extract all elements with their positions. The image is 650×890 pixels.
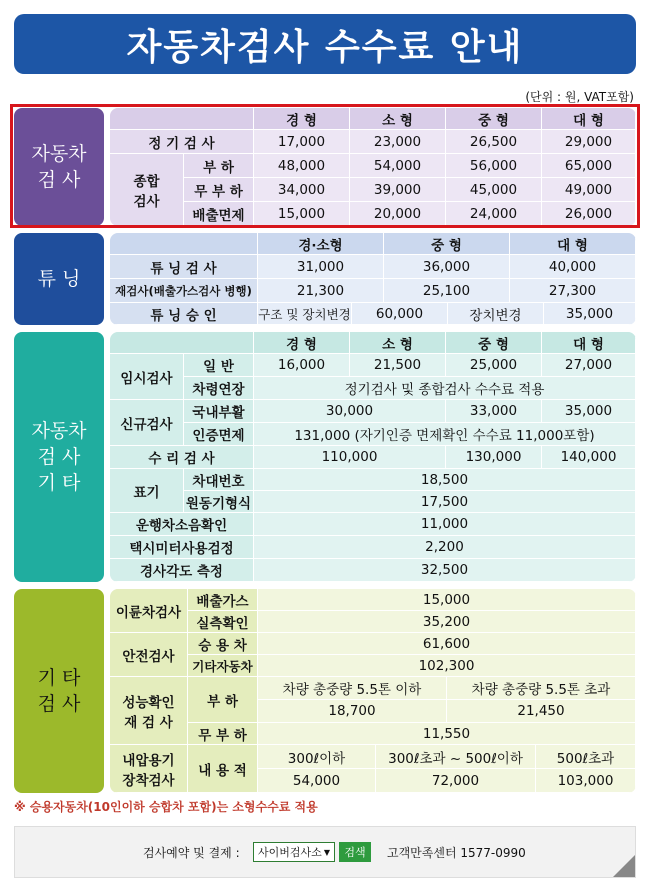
fee-value: 26,500: [446, 130, 542, 154]
fee-value: 35,000: [542, 400, 636, 423]
footer-bar: [14, 826, 636, 878]
row-label: 차령연장: [184, 377, 254, 400]
row-label: 원동기형식: [184, 491, 254, 513]
fee-value: 103,000: [536, 769, 636, 793]
section-misc-inspection: [14, 589, 636, 793]
col-header: 소 형: [350, 332, 446, 354]
row-label: 승 용 차: [188, 633, 258, 655]
fee-value: 23,000: [350, 130, 446, 154]
fee-value: 16,000: [254, 354, 350, 377]
fee-value: 35,000: [544, 303, 636, 325]
group-label: 종합 검사: [110, 154, 184, 226]
fee-value: 54,000: [258, 769, 376, 793]
row-label: 튜 닝 승 인: [110, 303, 258, 325]
fee-value: 정기검사 및 종합검사 수수료 적용: [254, 377, 636, 400]
row-label: 일 반: [184, 354, 254, 377]
fee-value: 102,300: [258, 655, 636, 677]
fee-value: 26,000: [542, 202, 636, 226]
group-label: 표기: [110, 469, 184, 513]
fee-value: 17,500: [254, 491, 636, 513]
site-select-value: 사이버검사소: [258, 846, 322, 859]
row-label: 차대번호: [184, 469, 254, 491]
sub-label: 장치변경: [448, 303, 544, 325]
call-center: 고객만족센터 1577-0990: [387, 846, 526, 860]
section-other-inspection: [14, 332, 636, 582]
page-corner: [613, 855, 635, 877]
fee-value: 20,000: [350, 202, 446, 226]
group-label: 임시검사: [110, 354, 184, 400]
sub-header: 차량 총중량 5.5톤 이하: [258, 677, 447, 700]
row-label: 인증면제: [184, 423, 254, 446]
fee-value: 32,500: [254, 559, 636, 582]
site-select[interactable]: [253, 842, 335, 862]
row-label: 배출가스: [188, 589, 258, 611]
fee-value: 25,100: [384, 279, 510, 303]
col-header: 중 형: [446, 108, 542, 130]
row-label: 무 부 하: [184, 178, 254, 202]
fee-value: 45,000: [446, 178, 542, 202]
sub-header: 500ℓ초과: [536, 745, 636, 769]
section-label: 기 타 검 사: [14, 589, 104, 793]
fee-value: 11,000: [254, 513, 636, 536]
fee-value: 65,000: [542, 154, 636, 178]
row-label: 무 부 하: [188, 723, 258, 745]
fee-value: 33,000: [446, 400, 542, 423]
fee-table: [110, 233, 636, 325]
fee-value: 72,000: [376, 769, 536, 793]
fee-value: 48,000: [254, 154, 350, 178]
col-header: 중 형: [384, 233, 510, 255]
row-label: 운행차소음확인: [110, 513, 254, 536]
fee-value: 140,000: [542, 446, 636, 469]
title-banner: [14, 14, 636, 74]
fee-value: 54,000: [350, 154, 446, 178]
fee-value: 60,000: [352, 303, 448, 325]
fee-value: 11,550: [258, 723, 636, 745]
group-label: 성능확인 재 검 사: [110, 677, 188, 745]
row-label: 정 기 검 사: [110, 130, 254, 154]
col-header: 경 형: [254, 332, 350, 354]
sub-label: 구조 및 장치변경: [258, 303, 352, 325]
col-header: 소 형: [350, 108, 446, 130]
fee-value: 34,000: [254, 178, 350, 202]
fee-value: 2,200: [254, 536, 636, 559]
fee-value: 29,000: [542, 130, 636, 154]
chevron-down-icon: ▼: [323, 848, 330, 857]
fee-value: 131,000 (자기인증 면제확인 수수료 11,000포함): [254, 423, 636, 446]
fee-value: 18,500: [254, 469, 636, 491]
group-label: 안전검사: [110, 633, 188, 677]
fee-value: 17,000: [254, 130, 350, 154]
search-button[interactable]: 검색: [339, 842, 371, 862]
row-label: 국내부활: [184, 400, 254, 423]
fee-value: 110,000: [254, 446, 446, 469]
row-label: 배출면제: [184, 202, 254, 226]
col-header: 경·소형: [258, 233, 384, 255]
group-label: 내압용기 장착검사: [110, 745, 188, 793]
fee-value: 30,000: [254, 400, 446, 423]
row-label: 부 하: [184, 154, 254, 178]
sub-header: 300ℓ초과 ~ 500ℓ이하: [376, 745, 536, 769]
fee-value: 40,000: [510, 255, 636, 279]
fee-value: 21,300: [258, 279, 384, 303]
footnote: ※ 승용자동차(10인이하 승합차 포함)는 소형수수료 적용: [14, 800, 318, 814]
corner-cell: [110, 332, 254, 354]
row-label: 택시미터사용검정: [110, 536, 254, 559]
group-label: 신규검사: [110, 400, 184, 446]
row-label: 부 하: [188, 677, 258, 723]
col-header: 대 형: [510, 233, 636, 255]
row-label: 재검사(배출가스검사 병행): [110, 279, 258, 303]
fee-value: 21,500: [350, 354, 446, 377]
section-tuning: [14, 233, 636, 325]
fee-value: 61,600: [258, 633, 636, 655]
fee-value: 21,450: [447, 700, 636, 723]
fee-value: 35,200: [258, 611, 636, 633]
fee-value: 36,000: [384, 255, 510, 279]
page-title: 자동차검사 수수료 안내: [126, 26, 524, 68]
fee-value: 31,000: [258, 255, 384, 279]
col-header: 대 형: [542, 332, 636, 354]
section-label: 자동차 검 사: [14, 108, 104, 226]
section-label: 튜 닝: [14, 233, 104, 325]
sub-header: 차량 총중량 5.5톤 초과: [447, 677, 636, 700]
fee-value: 49,000: [542, 178, 636, 202]
fee-value: 27,300: [510, 279, 636, 303]
row-label: 기타자동차: [188, 655, 258, 677]
fee-value: 56,000: [446, 154, 542, 178]
fee-value: 24,000: [446, 202, 542, 226]
fee-value: 130,000: [446, 446, 542, 469]
fee-value: 27,000: [542, 354, 636, 377]
fee-value: 15,000: [258, 589, 636, 611]
section-label: 자동차 검 사 기 타: [14, 332, 104, 582]
row-label: 튜 닝 검 사: [110, 255, 258, 279]
row-label: 수 리 검 사: [110, 446, 254, 469]
row-label: 내 용 적: [188, 745, 258, 793]
fee-value: 15,000: [254, 202, 350, 226]
col-header: 중 형: [446, 332, 542, 354]
fee-table: [110, 332, 636, 582]
highlight-frame: [10, 104, 640, 228]
fee-value: 18,700: [258, 700, 447, 723]
unit-note: (단위 : 원, VAT포함): [525, 90, 634, 104]
sub-header: 300ℓ이하: [258, 745, 376, 769]
fee-value: 39,000: [350, 178, 446, 202]
corner-cell: [110, 233, 258, 255]
group-label: 이륜차검사: [110, 589, 188, 633]
row-label: 경사각도 측정: [110, 559, 254, 582]
col-header: 경 형: [254, 108, 350, 130]
fee-value: 25,000: [446, 354, 542, 377]
fee-table: [110, 589, 636, 793]
col-header: 대 형: [542, 108, 636, 130]
row-label: 실측확인: [188, 611, 258, 633]
reservation-label: 검사예약 및 결제 :: [143, 846, 240, 860]
